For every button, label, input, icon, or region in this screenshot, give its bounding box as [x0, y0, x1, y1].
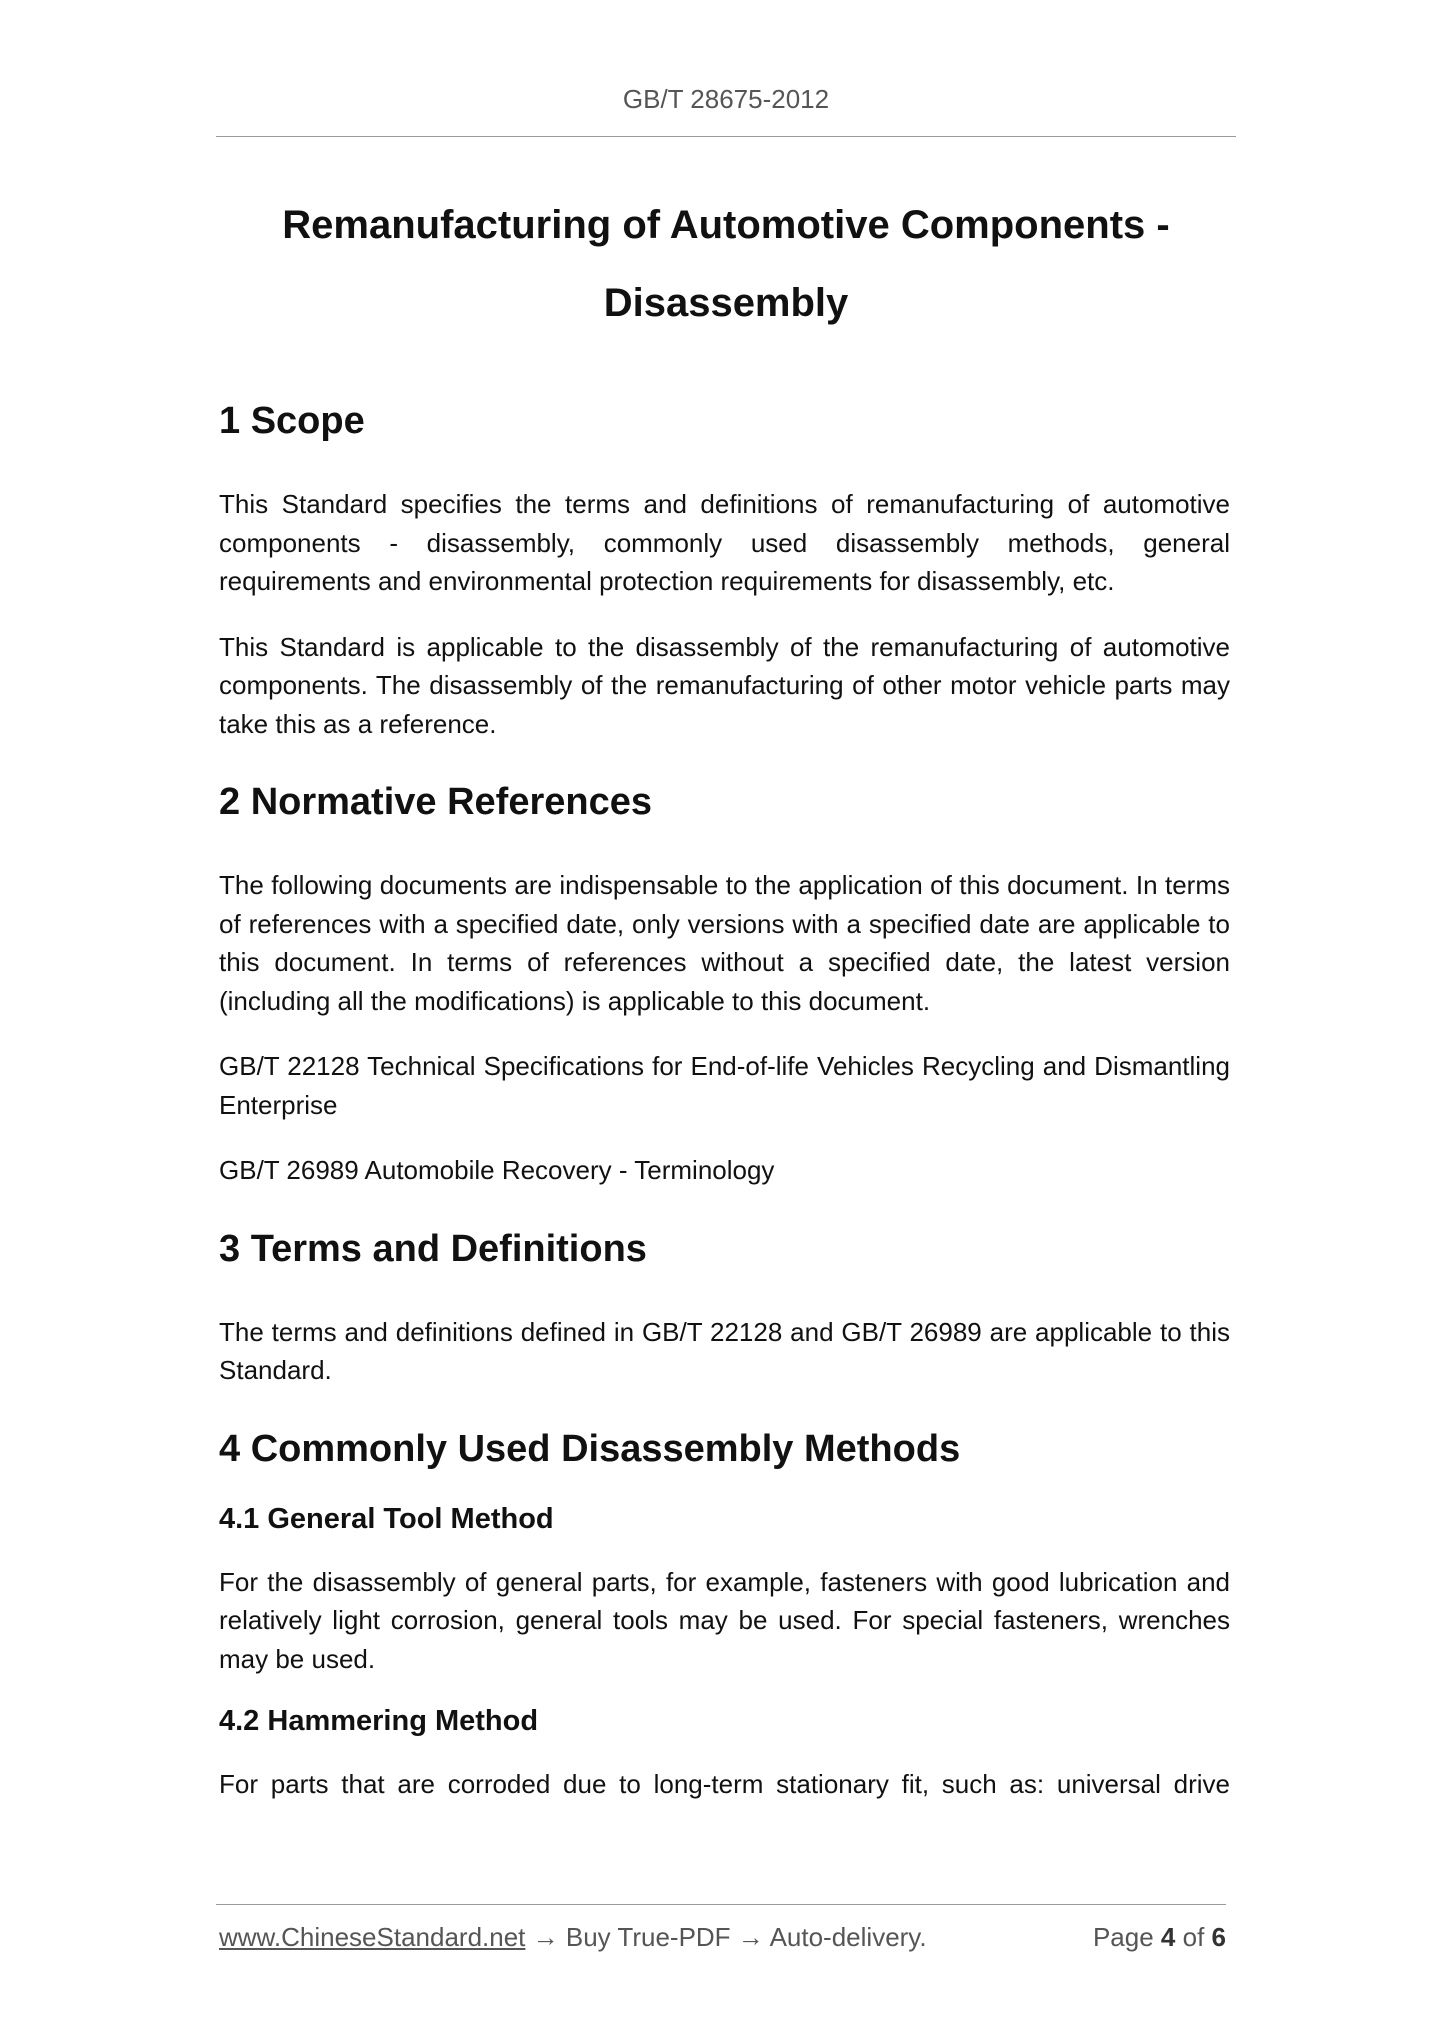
section-heading-disassembly-methods: 4 Commonly Used Disassembly Methods [219, 1427, 961, 1470]
of-word: of [1182, 1922, 1205, 1952]
subsection-heading-general-tool-method: 4.1 General Tool Method [219, 1502, 554, 1535]
paragraph-terms-definitions: The terms and definitions defined in GB/T 22128 and GB/T 26989 are applicable to this Standard. [219, 1316, 1230, 1385]
paragraph-scope-1: This Standard specifies the terms and definitions of remanufacturing of automotive components - disassembly, commonly used disassembly methods, general requirements and environmental protection requirements for disassembly, etc. [219, 489, 1230, 596]
paragraph-hammering-method: For parts that are corroded due to long-term stationary fit, such as: universal drive [219, 1769, 1230, 1799]
paragraph-general-tool-method: For the disassembly of general parts, for example, fasteners with good lubrication and relatively light corrosion, general tools may be used. For special fasteners, wrenches may be used. [219, 1566, 1230, 1674]
footer-divider [216, 1904, 1226, 1905]
section-heading-normative-references: 2 Normative References [219, 781, 652, 823]
paragraph-scope-2: This Standard is applicable to the disassembly of the remanufacturing of automotive components. The disassembly of the remanufacturing of other motor vehicle parts may take this as a reference. [219, 631, 1230, 739]
page-number: 4 [1160, 1922, 1176, 1952]
page-total: 6 [1211, 1922, 1226, 1952]
paragraph-normative-references: The following documents are indispensable to the application of this document. In terms of references with a specified date, only versions with a specified date are applicable to this document. In terms of references without a specified date, the latest version (including all the modifications) is applicable to this document. [219, 870, 1230, 1016]
chinesestandard-link[interactable]: www.ChineseStandard.net [219, 1922, 526, 1952]
document-body [219, 400, 1230, 1804]
page-indicator [1093, 1922, 1226, 1953]
page-footer [219, 1922, 1226, 1953]
section-heading-scope: 1 Scope [219, 400, 365, 442]
reference-gbt-26989: GB/T 26989 Automobile Recovery - Terminology [219, 1155, 775, 1185]
page-word: Page [1092, 1922, 1154, 1952]
document-title-line-1: Remanufacturing of Automotive Components - [282, 203, 1170, 247]
section-heading-terms-definitions: 3 Terms and Definitions [219, 1227, 647, 1270]
footer-promo-text: → Buy True-PDF → Auto-delivery. [525, 1922, 927, 1952]
reference-gbt-22128: GB/T 22128 Technical Specifications for End-of-life Vehicles Recycling and Dismantling Enterprise [219, 1051, 1230, 1120]
header-divider [216, 136, 1236, 137]
document-title-line-2: Disassembly [603, 281, 849, 325]
page-header-standard-code: GB/T 28675-2012 [622, 84, 830, 114]
subsection-heading-hammering-method: 4.2 Hammering Method [219, 1705, 539, 1737]
document-title [216, 186, 1236, 342]
